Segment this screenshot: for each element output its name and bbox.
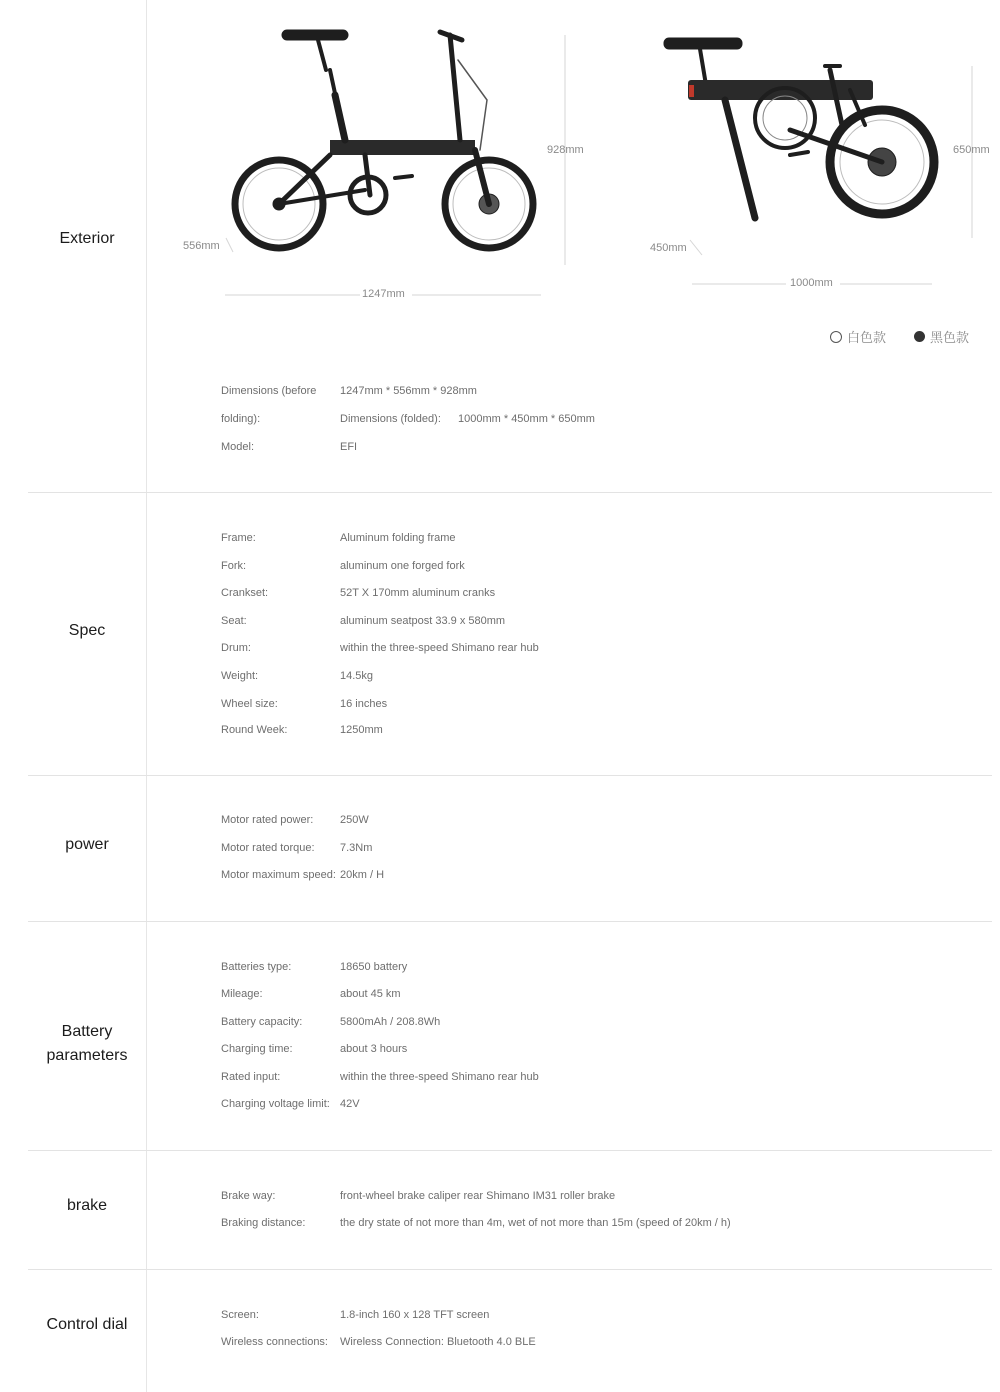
spec-key: Dimensions (folded): xyxy=(340,413,441,425)
spec-key: Round Week: xyxy=(221,724,288,736)
color-option-label: 黑色款 xyxy=(930,330,970,345)
section-divider xyxy=(28,921,992,922)
spec-key: Wireless connections: xyxy=(221,1336,328,1348)
spec-key: Motor rated power: xyxy=(221,814,314,826)
spec-key: Charging voltage limit: xyxy=(221,1098,330,1110)
spec-key: Wheel size: xyxy=(221,698,278,710)
folded-height-dimension-label: 650mm xyxy=(953,144,990,156)
spec-key: Model: xyxy=(221,441,255,453)
section-title-control: Control dial xyxy=(46,1316,128,1333)
section-divider xyxy=(28,1150,992,1151)
spec-value: within the three-speed Shimano rear hub xyxy=(340,642,539,654)
spec-value: about 45 km xyxy=(340,988,401,1000)
color-option-black[interactable] xyxy=(914,327,969,346)
color-option-white[interactable] xyxy=(830,327,886,346)
bike-illustrations xyxy=(0,0,1000,330)
spec-value: aluminum seatpost 33.9 x 580mm xyxy=(340,615,506,627)
folded-length-dimension-label: 1000mm xyxy=(790,277,833,289)
spec-key: Dimensions (before xyxy=(221,385,317,397)
dimension-lines xyxy=(225,35,972,295)
spec-value: 1250mm xyxy=(340,724,383,736)
section-title-battery-line1: Battery xyxy=(61,1023,113,1040)
spec-value: 5800mAh / 208.8Wh xyxy=(340,1016,441,1028)
spec-key: Fork: xyxy=(221,560,247,572)
unfolded-bike-image xyxy=(235,30,533,248)
folded-width-dimension-label: 450mm xyxy=(650,242,687,254)
spec-key: Crankset: xyxy=(221,587,269,599)
spec-value: 250W xyxy=(340,814,369,826)
spec-value: 1000mm * 450mm * 650mm xyxy=(458,413,595,425)
spec-value: about 3 hours xyxy=(340,1043,408,1055)
spec-value: EFI xyxy=(340,441,358,453)
length-dimension-label: 1247mm xyxy=(362,288,405,300)
spec-value: 7.3Nm xyxy=(340,842,373,854)
section-title-brake: brake xyxy=(66,1197,108,1214)
spec-value: 20km / H xyxy=(340,869,385,881)
section-title-battery-line2: parameters xyxy=(46,1047,128,1064)
spec-key: Drum: xyxy=(221,642,251,654)
section-title-spec: Spec xyxy=(68,622,106,639)
width-dimension-label: 556mm xyxy=(183,240,220,252)
spec-value: 42V xyxy=(340,1098,360,1110)
spec-key: Brake way: xyxy=(221,1190,276,1202)
black-swatch-icon xyxy=(914,331,925,342)
spec-value: Aluminum folding frame xyxy=(340,532,456,544)
spec-value: the dry state of not more than 4m, wet of not more than 15m (speed of 20km / h) xyxy=(340,1217,731,1229)
spec-key: Frame: xyxy=(221,532,256,544)
height-dimension-label: 928mm xyxy=(547,144,584,156)
spec-key: Battery capacity: xyxy=(221,1016,303,1028)
spec-value: 14.5kg xyxy=(340,670,374,682)
spec-value: 18650 battery xyxy=(340,961,408,973)
section-divider xyxy=(28,492,992,493)
spec-key: Batteries type: xyxy=(221,961,292,973)
spec-value: 1247mm * 556mm * 928mm xyxy=(340,385,477,397)
spec-key: folding): xyxy=(221,413,261,425)
spec-value: front-wheel brake caliper rear Shimano IM31 roller brake xyxy=(340,1190,616,1202)
spec-value: 16 inches xyxy=(340,698,388,710)
spec-key: Braking distance: xyxy=(221,1217,306,1229)
spec-value: 52T X 170mm aluminum cranks xyxy=(340,587,496,599)
spec-key: Motor maximum speed: xyxy=(221,869,336,881)
white-swatch-icon xyxy=(830,331,842,343)
color-option-label: 白色款 xyxy=(847,330,887,345)
spec-key: Weight: xyxy=(221,670,259,682)
spec-key: Mileage: xyxy=(221,988,263,1000)
spec-key: Rated input: xyxy=(221,1071,281,1083)
spec-value: Wireless Connection: Bluetooth 4.0 BLE xyxy=(340,1336,536,1348)
section-title-exterior: Exterior xyxy=(59,230,115,247)
spec-key: Seat: xyxy=(221,615,247,627)
spec-key: Motor rated torque: xyxy=(221,842,315,854)
spec-key: Screen: xyxy=(221,1309,259,1321)
folded-bike-image xyxy=(664,38,934,218)
spec-value: within the three-speed Shimano rear hub xyxy=(340,1071,539,1083)
section-title-power: power xyxy=(65,836,109,853)
spec-value: 1.8-inch 160 x 128 TFT screen xyxy=(340,1309,490,1321)
section-divider xyxy=(28,1269,992,1270)
section-divider xyxy=(28,775,992,776)
spec-value: aluminum one forged fork xyxy=(340,560,465,572)
spec-key: Charging time: xyxy=(221,1043,293,1055)
